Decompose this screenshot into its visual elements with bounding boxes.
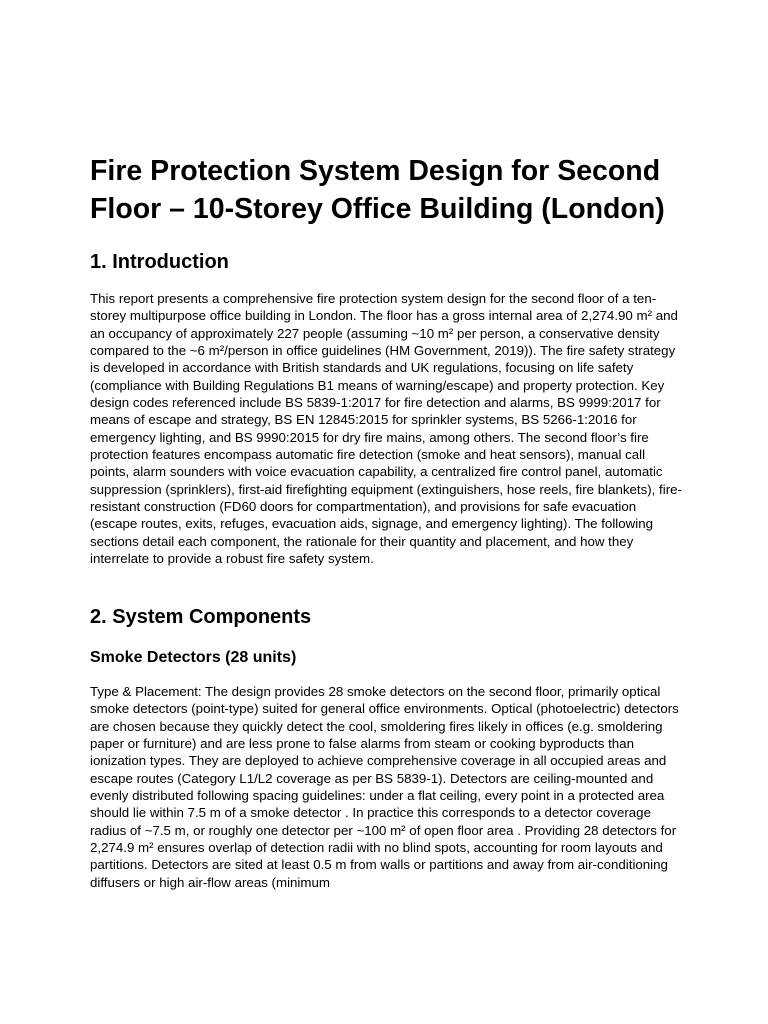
smoke-detectors-paragraph: Type & Placement: The design provides 28 smoke detectors on the second floor, primarily optical smoke detectors (point-type) suited for general office environments. Optical (photoelectric) detectors are chosen because they quickly detect the cool, smoldering fires likely in offices (e.g. smoldering paper or furniture) and are less prone to false alarms from steam or cooking byproducts than ionization types. They are deployed to achieve comprehensive coverage in all occupied areas and escape routes (Category L1/L2 coverage as per BS 5839-1). Detectors are ceiling-mounted and evenly distributed following spacing guidelines: under a flat ceiling, every point in a protected area should lie within 7.5 m of a smoke detector . In practice this corresponds to a detector coverage radius of ~7.5 m, or roughly one detector per ~100 m² of open floor area . Providing 28 detectors for 2,274.9 m² ensures overlap of detection radii with no blind spots, accounting for room layouts and partitions. Detectors are sited at least 0.5 m from walls or partitions and away from air-conditioning diffusers or high air-flow areas (minimum: [90, 684, 679, 890]
section-heading-introduction: 1. Introduction: [90, 251, 229, 273]
section-heading-system-components: 2. System Components: [90, 606, 312, 628]
document-title: Fire Protection System Design for Second Floor – 10-Storey Office Building (London): [90, 155, 665, 225]
subheading-smoke-detectors: Smoke Detectors (28 units): [90, 649, 297, 666]
introduction-paragraph: This report presents a comprehensive fire protection system design for the second floor of a ten-storey multipurpose office building in London. The floor has a gross internal area of 2,274.90 m² and an occupancy of approximately 227 people (assuming ~10 m² per person, a conservative density compared to the ~6 m²/person in office guidelines (HM Government, 2019)). The fire safety strategy is developed in accordance with British standards and UK regulations, focusing on life safety (compliance with Building Regulations B1 means of warning/escape) and property protection. Key design codes referenced include BS 5839-1:2017 for fire detection and alarms, BS 9999:2017 for means of escape and strategy, BS EN 12845:2015 for sprinkler systems, BS 5266-1:2016 for emergency lighting, and BS 9990:2015 for dry fire mains, among others. The second floor’s fire protection features encompass automatic fire detection (smoke and heat sensors), manual call points, alarm sounders with voice evacuation capability, a centralized fire control panel, automatic suppression (sprinklers), first-aid firefighting equipment (extinguishers, hose reels, fire blankets), fire-resistant construction (FD60 doors for compartmentation), and provisions for safe evacuation (escape routes, exits, refuges, evacuation aids, signage, and emergency lighting). The following sections detail each component, the rationale for their quantity and placement, and how they interrelate to provide a robust fire safety system.: [90, 291, 682, 567]
